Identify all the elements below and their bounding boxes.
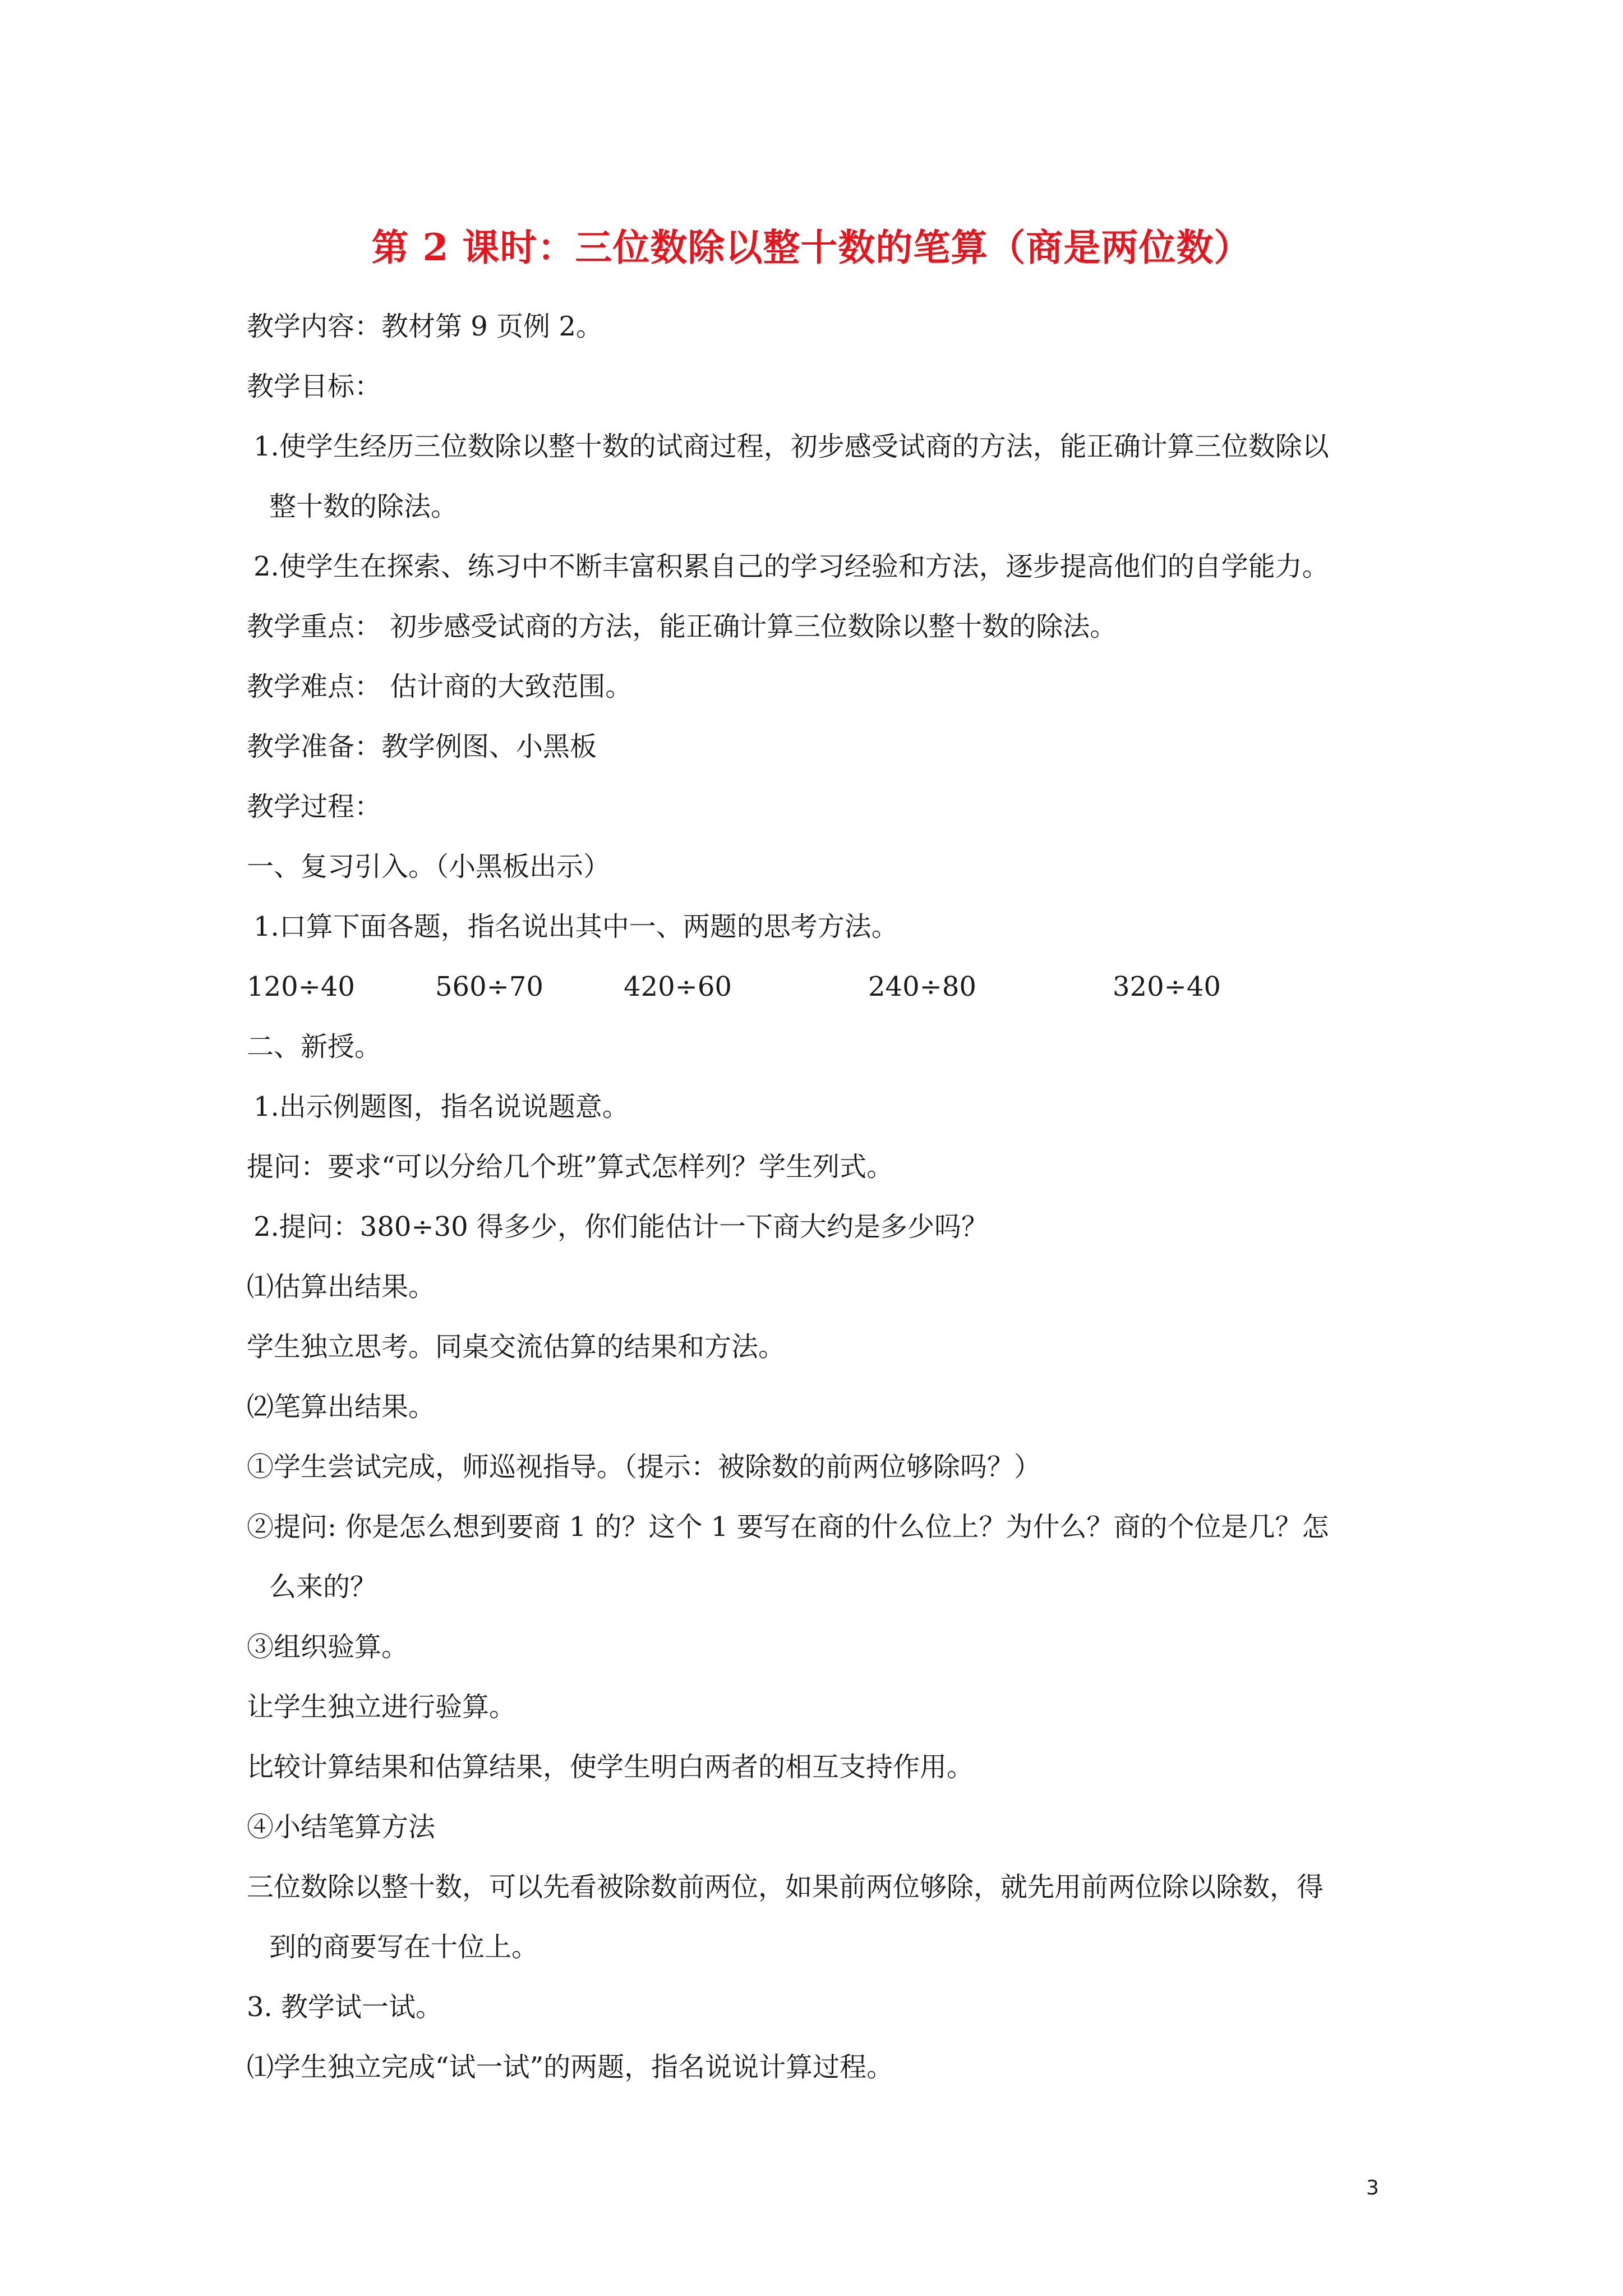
expression: 320÷40 xyxy=(1113,971,1221,1002)
lesson-title: 第 2 课时：三位数除以整十数的笔算（商是两位数） xyxy=(371,226,1252,269)
comparison-detail: 比较计算结果和估算结果，使学生明白两者的相互支持作用。 xyxy=(247,1751,974,1783)
mental-math-expressions xyxy=(0,970,1623,1004)
expression: 120÷40 xyxy=(247,971,355,1002)
goal-1-line-1: 1.使学生经历三位数除以整十数的试商过程，初步感受试商的方法，能正确计算三位数除以 xyxy=(253,431,1329,462)
try-it-step-1: ⑴学生独立完成“试一试”的两题，指名说说计算过程。 xyxy=(247,2051,894,2083)
estimate-detail: 学生独立思考。同桌交流估算的结果和方法。 xyxy=(247,1331,786,1363)
section-review: 一、复习引入。（小黑板出示） xyxy=(247,851,611,882)
teaching-difficulty: 教学难点： 估计商的大致范围。 xyxy=(247,671,633,702)
expression: 420÷60 xyxy=(624,971,732,1002)
section-new-lesson: 二、新授。 xyxy=(247,1031,382,1062)
teaching-goals-heading: 教学目标： xyxy=(247,371,382,402)
written-step-3: ③组织验算。 xyxy=(247,1631,409,1663)
step-estimate: ⑴估算出结果。 xyxy=(247,1271,436,1303)
method-summary-line-1: 三位数除以整十数，可以先看被除数前两位，如果前两位够除，就先用前两位除以除数，得 xyxy=(247,1871,1324,1903)
new-item-2: 2.提问：380÷30 得多少，你们能估计一下商大约是多少吗？ xyxy=(253,1211,988,1243)
written-step-1: ①学生尝试完成，师巡视指导。（提示：被除数的前两位够除吗？） xyxy=(247,1451,1041,1483)
teaching-key-point: 教学重点： 初步感受试商的方法，能正确计算三位数除以整十数的除法。 xyxy=(247,611,1117,642)
written-step-2-line-2: 么来的？ xyxy=(269,1571,377,1603)
goal-2: 2.使学生在探索、练习中不断丰富积累自己的学习经验和方法，逐步提高他们的自学能力。 xyxy=(253,551,1329,582)
review-item-1: 1.口算下面各题，指名说出其中一、两题的思考方法。 xyxy=(253,911,898,942)
new-item-1: 1.出示例题图，指名说说题意。 xyxy=(253,1091,629,1122)
goal-1-line-2: 整十数的除法。 xyxy=(269,491,458,522)
step-written: ⑵笔算出结果。 xyxy=(247,1391,436,1423)
question-line: 提问：要求“可以分给几个班”算式怎样列？学生列式。 xyxy=(247,1151,894,1182)
method-summary-line-2: 到的商要写在十位上。 xyxy=(269,1931,539,1963)
teaching-preparation: 教学准备：教学例图、小黑板 xyxy=(247,731,597,762)
page-number: 3 xyxy=(1366,2177,1379,2200)
verification-detail: 让学生独立进行验算。 xyxy=(247,1691,517,1723)
teaching-process-heading: 教学过程： xyxy=(247,791,382,822)
teaching-content: 教学内容：教材第 9 页例 2。 xyxy=(247,311,603,342)
written-step-4: ④小结笔算方法 xyxy=(247,1811,436,1843)
new-item-3: 3. 教学试一试。 xyxy=(247,1991,443,2023)
expression: 240÷80 xyxy=(868,971,976,1002)
expression: 560÷70 xyxy=(435,971,543,1002)
written-step-2-line-1: ②提问: 你是怎么想到要商 1 的？这个 1 要写在商的什么位上？为什么？商的个位是几？怎 xyxy=(247,1511,1329,1543)
